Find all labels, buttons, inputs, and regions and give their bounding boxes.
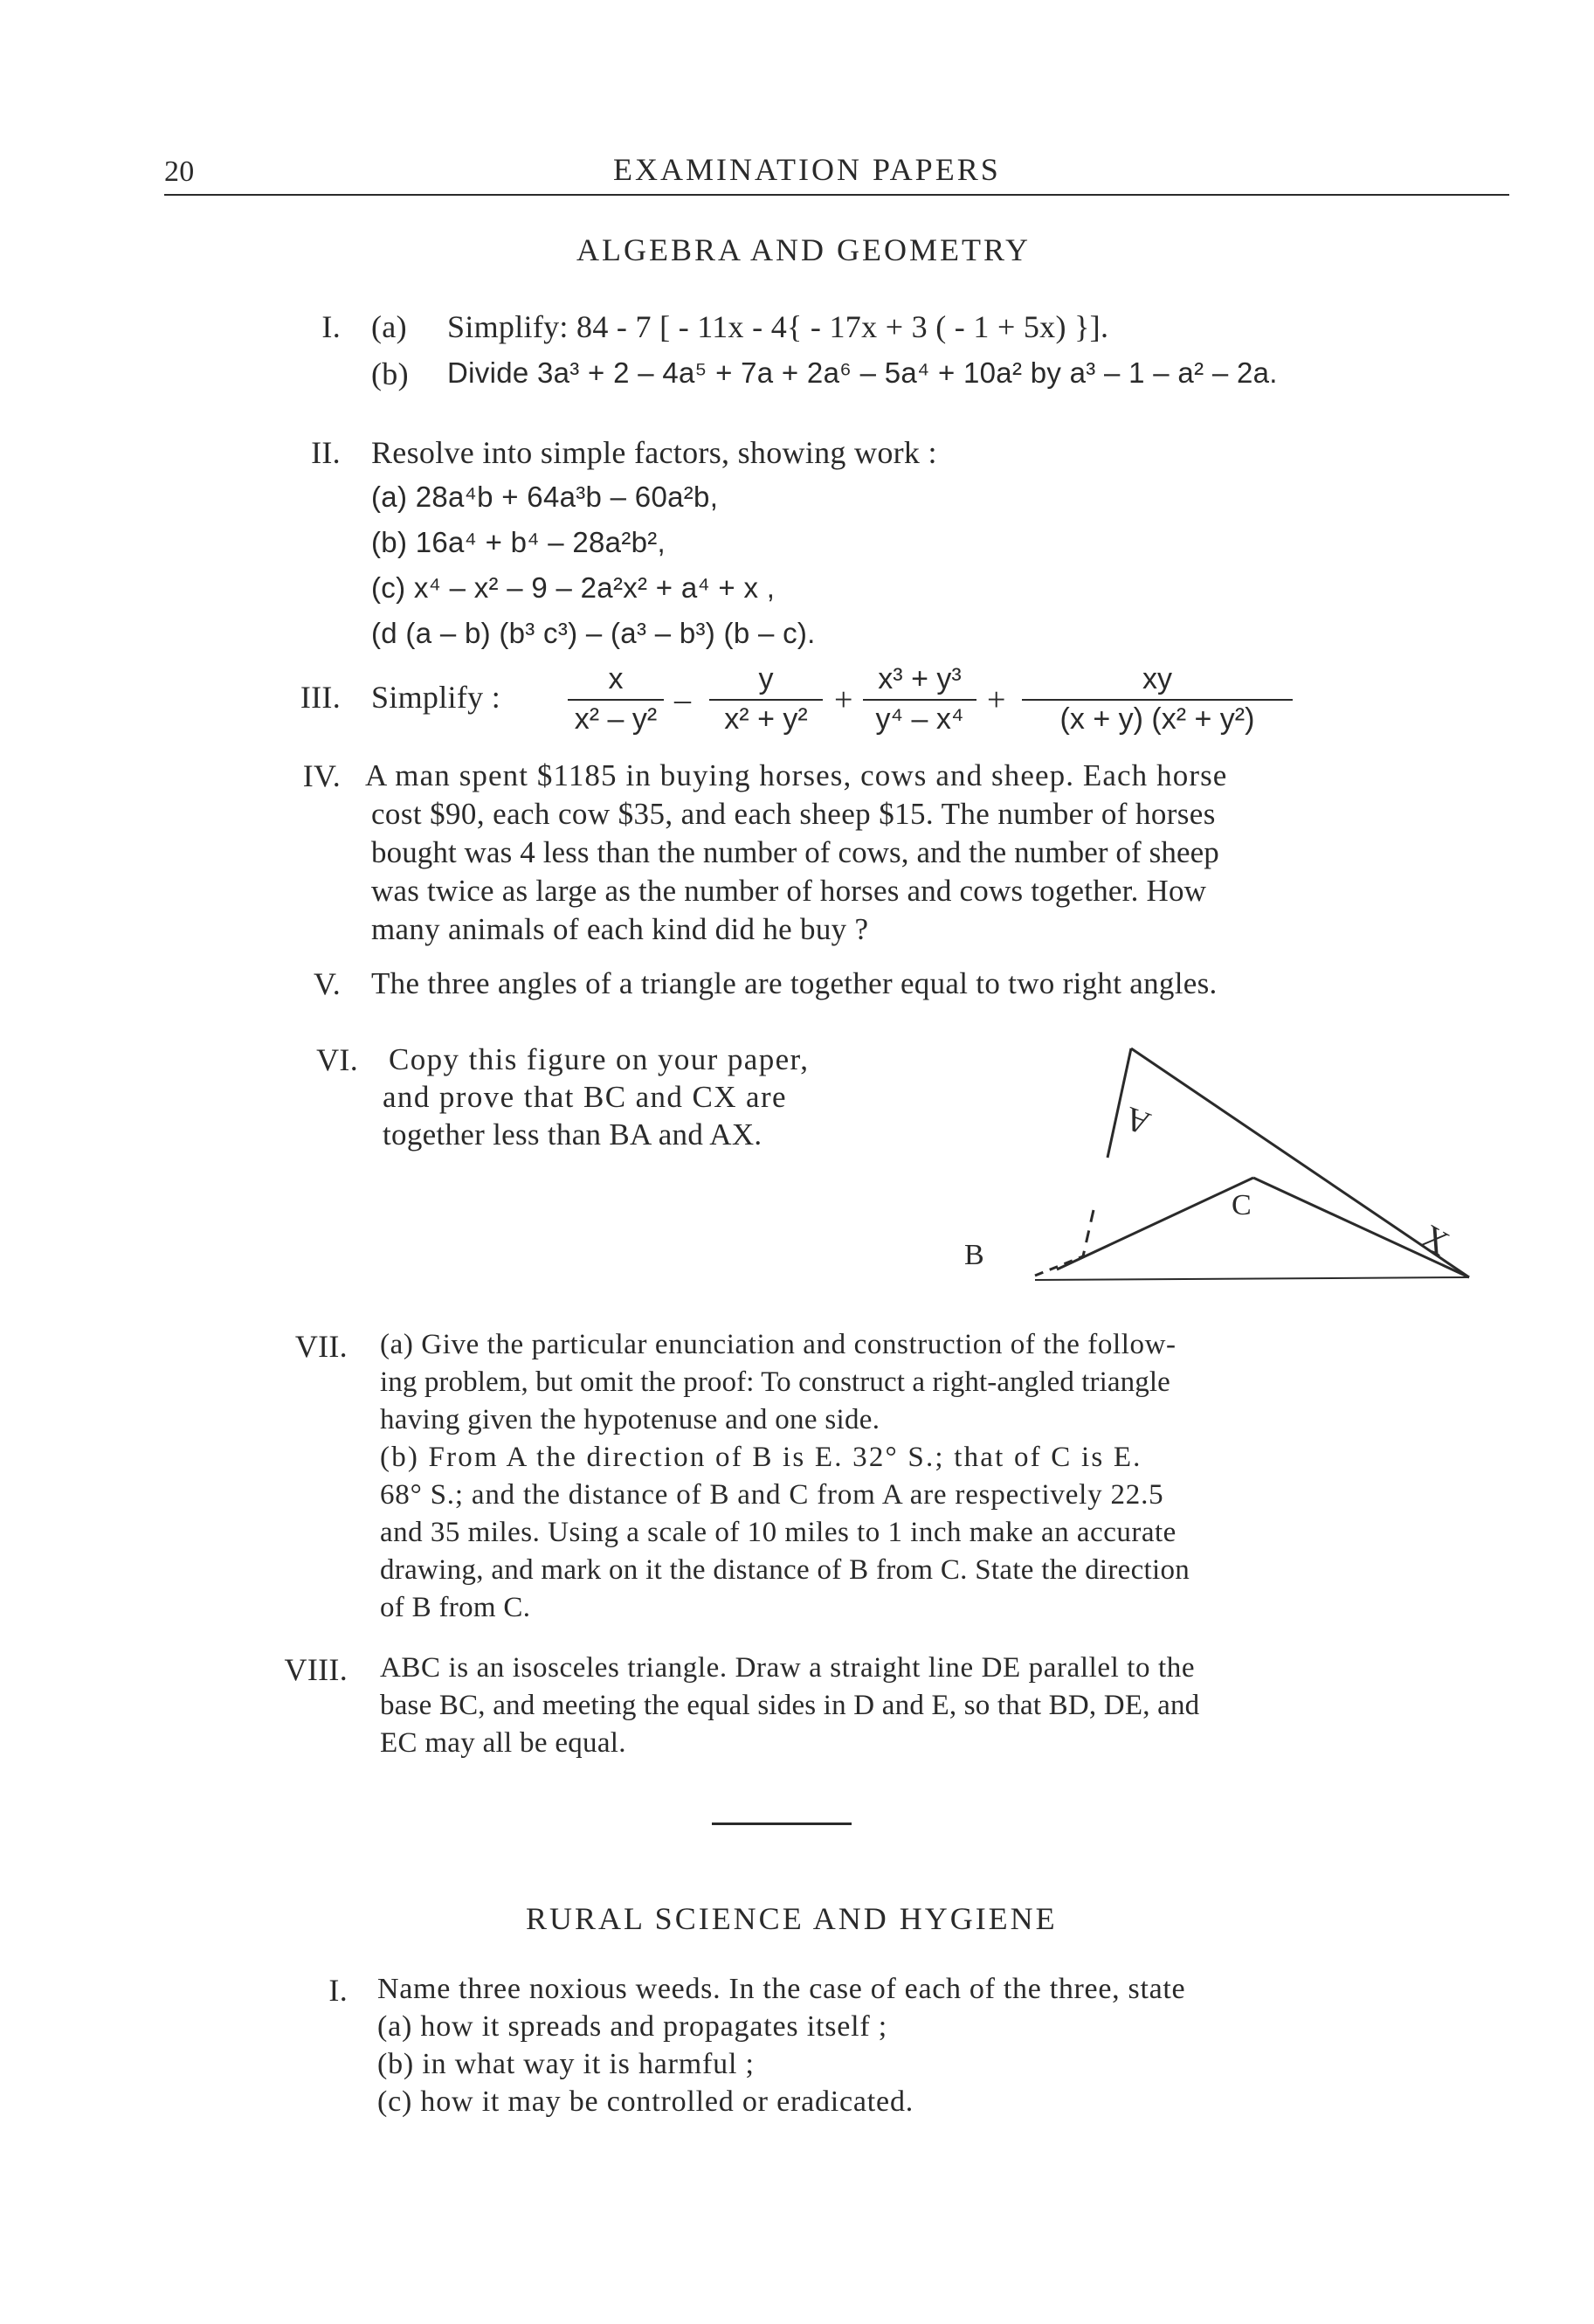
q1-b-label: (b) [371,356,409,391]
q7-line-6: and 35 miles. Using a scale of 10 miles to 1 inch make an accurate [380,1517,1177,1548]
section-title-algebra: ALGEBRA AND GEOMETRY [576,232,1032,267]
q3-label: Simplify : [371,680,501,715]
page-number: 20 [164,156,195,188]
q7-line-5: 68° S.; and the distance of B and C from A are respectively 22.5 [380,1479,1164,1511]
section-title-rural: RURAL SCIENCE AND HYGIENE [526,1901,1058,1936]
q4-number: IV. [302,758,341,793]
rural-q1-number: I. [328,1973,348,2008]
fraction-4-numerator: xy [1142,662,1172,695]
rural-q1-line-3: (b) in what way it is harmful ; [377,2048,755,2080]
q5-number: V. [314,966,341,1001]
q4-line-4: was twice as large as the number of horses and cows together. How [371,874,1207,908]
section-separator [712,1823,852,1825]
label-x: X [1414,1216,1456,1263]
q2-c: (c) x⁴ – x² – 9 – 2a²x² + a⁴ + x , [371,571,776,604]
q2-number: II. [311,435,341,470]
q4-line-1: A man spent $1185 in buying horses, cows and sheep. Each horse [365,758,1228,792]
fraction-1-bar [568,699,664,701]
running-title: EXAMINATION PAPERS [613,152,1001,187]
q6-line-1: Copy this figure on your paper, [389,1042,810,1076]
label-b: B [964,1239,984,1271]
q2-d: (d (a – b) (b³ c³) – (a³ – b³) (b – c). [371,617,816,649]
q7-line-3: having given the hypotenuse and one side. [380,1404,880,1435]
q2-a: (a) 28a⁴b + 64a³b – 60a²b, [371,481,719,513]
fraction-2 [709,664,823,734]
fraction-2-numerator: y [758,662,774,695]
fraction-4-denominator: (x + y) (x² + y²) [1059,702,1255,736]
rural-q1-line-1: Name three noxious weeds. In the case of each of the three, state [377,1973,1186,2005]
q2-intro: Resolve into simple factors, showing work : [371,435,937,470]
header-rule [164,194,1509,196]
q4-line-2: cost $90, each cow $35, and each sheep $15. The number of horses [371,797,1216,831]
fraction-3-numerator: x³ + y³ [878,662,962,695]
q4-line-3: bought was 4 less than the number of cows, and the number of sheep [371,835,1219,869]
q7-line-2: ing problem, but omit the proof: To construct a right-angled triangle [380,1366,1170,1398]
q3-number: III. [300,680,341,715]
q4-line-5: many animals of each kind did he buy ? [371,912,869,946]
fraction-4 [1022,664,1293,734]
q6-line-2: and prove that BC and CX are [383,1080,787,1114]
label-a: A [1120,1099,1156,1142]
q7-line-8: of B from C. [380,1592,531,1623]
q1-a-label: (a) [371,309,407,344]
operator-1: – [674,681,691,718]
q6-line-3: together less than BA and AX. [383,1117,762,1152]
rural-q1-line-2: (a) how it spreads and propagates itself ; [377,2010,888,2043]
label-c: C [1232,1189,1252,1221]
line-bc [1057,1178,1253,1269]
q5-text: The three angles of a triangle are together equal to two right angles. [371,966,1218,1000]
line-ab-lower [1083,1210,1094,1256]
q8-line-1: ABC is an isosceles triangle. Draw a straight line DE parallel to the [380,1652,1196,1684]
q8-line-2: base BC, and meeting the equal sides in D and E, so that BD, DE, and [380,1690,1200,1721]
fraction-1 [568,664,664,734]
q1-number: I. [321,309,341,344]
fraction-2-bar [709,699,823,701]
q7-number: VII. [294,1329,348,1364]
q7-line-1: (a) Give the particular enunciation and construction of the follow- [380,1329,1177,1360]
q8-line-3: EC may all be equal. [380,1727,626,1759]
q7-line-7: drawing, and mark on it the distance of B from C. State the direction [380,1554,1190,1586]
triangle-figure [943,1031,1485,1293]
operator-3: + [987,681,1006,718]
q8-number: VIII. [284,1652,348,1687]
operator-2: + [834,681,853,718]
line-ab-upper [1108,1048,1131,1158]
fraction-3 [863,664,976,734]
q7-line-4: (b) From A the direction of B is E. 32° S.; that of C is E. [380,1442,1142,1473]
q1-b-text: Divide 3a³ + 2 – 4a⁵ + 7a + 2a⁶ – 5a⁴ + 10a² by a³ – 1 – a² – 2a. [447,356,1278,389]
fraction-3-denominator: y⁴ – x⁴ [875,702,964,736]
fraction-4-bar [1022,699,1293,701]
fraction-1-denominator: x² – y² [574,702,658,736]
line-bx [1035,1277,1469,1280]
fraction-3-bar [863,699,976,701]
q2-b: (b) 16a⁴ + b⁴ – 28a²b², [371,526,666,558]
rural-q1-line-4: (c) how it may be controlled or eradicated. [377,2085,914,2118]
q1-a-text: Simplify: 84 - 7 [ - 11x - 4{ - 17x + 3 ( - 1 + 5x) }]. [447,309,1109,344]
fraction-1-numerator: x [608,662,624,695]
q6-number: VI. [316,1042,358,1077]
fraction-2-denominator: x² + y² [724,702,808,736]
